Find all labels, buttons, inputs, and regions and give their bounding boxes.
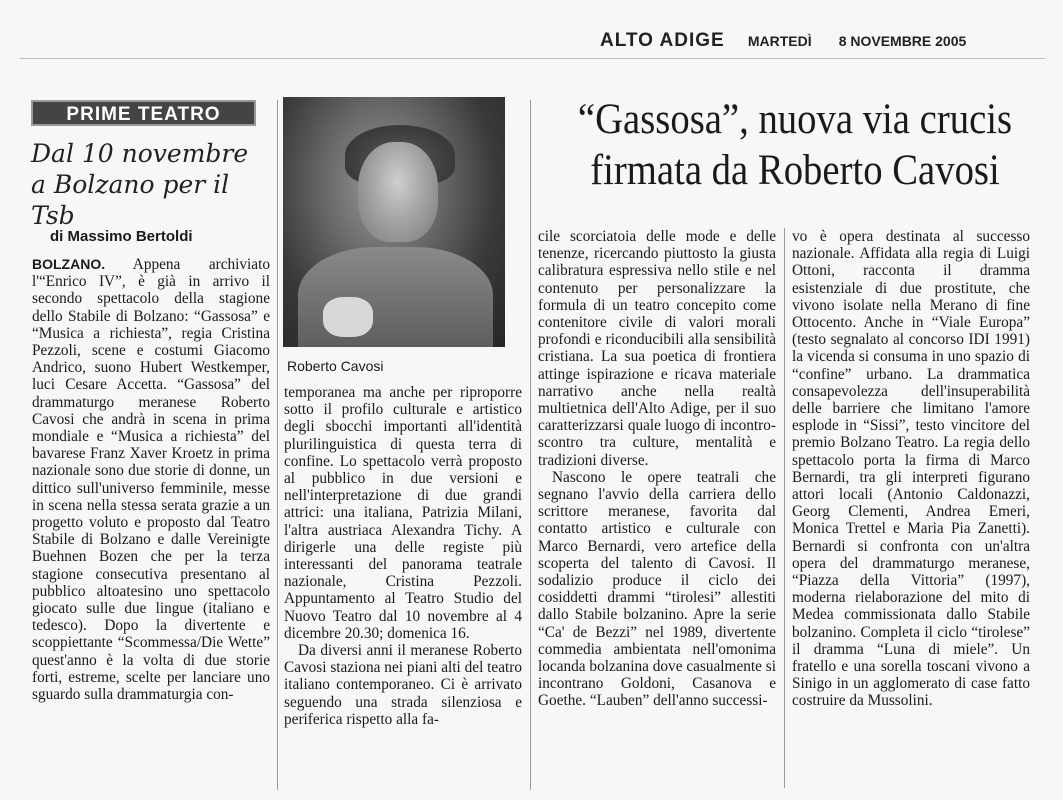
paragraph: vo è opera destinata al successo nazionale. Affidata alla regia di Luigi Ottoni, racconta il dramma esistenziale di due prostitute, che vivono isolate nella Merano di fine Ottocento. Anche in “Viale Europa” (testo segnalato al concorso IDI 1991) la vicenda si consuma in uno spazio di “confine” urbano. La drammatica consapevolezza dell'insuperabilità delle barriere che limitano l'amore esplode in “Sissi”, testo vincitore del premio Bolzano Teatro. La regia dello spettacolo porta la firma di Marco Bernardi, tra gli interpreti figurano attori locali (Antonio Caldonazzi, Georg Clementi, Andrea Emeri, Monica Trettel e Maria Pia Zanetti). Bernardi si confronta con un'altra opera del drammaturgo meranese, “Piazza della Vittoria” (1997), moderna rielaborazione del mito di Medea commissionata dallo Stabile bolzanino. Completa il ciclo “tirolese” il dramma “Luna di miele”. Un fratello e una sorella toscani vivono a Sinigo in un agglomerato di case fatto costruire da Mussolini.	[792, 228, 1030, 710]
section-kicker: PRIME TEATRO	[31, 100, 256, 126]
article-column-1	[32, 256, 270, 786]
paragraph	[32, 256, 270, 703]
photo-caption: Roberto Cavosi	[287, 358, 384, 374]
publication-date: 8 NOVEMBRE 2005	[838, 33, 967, 49]
masthead	[600, 30, 1040, 54]
article-column-3	[538, 228, 776, 788]
publication-day: MARTEDÌ	[747, 33, 812, 49]
author-photo	[283, 97, 505, 347]
paragraph: cile scorciatoia delle mode e delle tenenze, ricercando piuttosto la giusta calibratura espressiva nello stile e nel contenuto per personalizzare la formula di un teatro concepito come contenitore civile di valori morali profondi e riconducibili alla sensibilità cristiana. La sua poetica di frontiera attinge ispirazione e ricava materiale narrativo anche nella realtà multietnica dell'Alto Adige, per il suo caratterizzarsi quale luogo di incontro-scontro tra culture, mentalità e tradizioni diverse.	[538, 228, 776, 469]
newspaper-name: ALTO ADIGE	[600, 30, 725, 51]
article-column-2	[284, 384, 522, 784]
article-headline: “Gassosa”, nuova via crucis firmata da Roberto Cavosi	[577, 96, 1013, 194]
paragraph: Nascono le opere teatrali che segnano l'avvio della carriera dello scrittore meranese, favorita dal contatto artistico e culturale con Marco Bernardi, vero artefice della scoperta del talento di Cavosi. Il sodalizio produce il ciclo dei cosiddetti drammi “tirolesi” allestiti dallo Stabile bolzanino. Apre la serie “Ca' de Bezzi” nel 1989, divertente commedia ambientata nell'omonima locanda bolzanina dove casualmente si incontrano Goldoni, Casanova e Goethe. “Lauben” dell'anno successi-	[538, 468, 776, 710]
paragraph: temporanea ma anche per riproporre sotto il profilo culturale e artistico degli sbocchi importanti all'identità plurilinguistica di questa terra di confine. Lo spettacolo verrà proposto al pubblico in due versioni e nell'interpretazione di due grandi attrici: una italiana, Patrizia Milani, l'altra austriaca Alexandra Tichy. A dirigerle una delle registe più interessanti del panorama teatrale nazionale, Cristina Pezzoli. Appuntamento al Teatro Studio del Nuovo Teatro dal 10 novembre al 4 dicembre 20.30; domenica 16.	[284, 384, 522, 642]
dateline: BOLZANO.	[32, 256, 106, 272]
subheadline: Dal 10 novembre a Bolzano per il Tsb	[31, 139, 249, 230]
paragraph: Da diversi anni il meranese Roberto Cavosi staziona nei piani alti del teatro italiano contemporaneo. Ci è arrivato seguendo una strada silenziosa e periferica rispetto alla fa-	[284, 642, 522, 728]
article-column-4	[792, 228, 1030, 788]
byline: di Massimo Bertoldi	[50, 228, 193, 245]
column-divider	[784, 228, 785, 788]
column-divider	[530, 100, 531, 790]
masthead-rule	[20, 58, 1045, 59]
column-divider	[277, 100, 278, 790]
paragraph-text: Appena archiviato l'“Enrico IV”, è già in arrivo il secondo spettacolo della stagione dello Stabile di Bolzano: “Gassosa” e “Musica a richiesta”, regia Cristina Pezzoli, scene e costumi Giacomo Andrico, suono Hubert Westkemper, luci Cesare Accetta. “Gassosa” del drammaturgo meranese Roberto Cavosi che andrà in scena in prima mondiale e “Musica a richiesta” del bavarese Franz Xaver Kroetz in prima nazionale sono due storie di donne, un dittico sull'universo femminile, messe in scena nella stessa serata grazie a un progetto voluto e proposto dal Teatro Stabile di Bolzano e dalle Vereinigte Buehnen Bozen che per la terza stagione consecutiva presentano al pubblico altoatesino uno spettacolo giocato sulle due lingue (italiano e tedesco). Dopo la divertente e scoppiettante “Scommessa/Die Wette” quest'anno è la volta di due storie forti, estreme, scelte per lanciare uno sguardo sulla drammaturgia con-	[32, 256, 270, 704]
